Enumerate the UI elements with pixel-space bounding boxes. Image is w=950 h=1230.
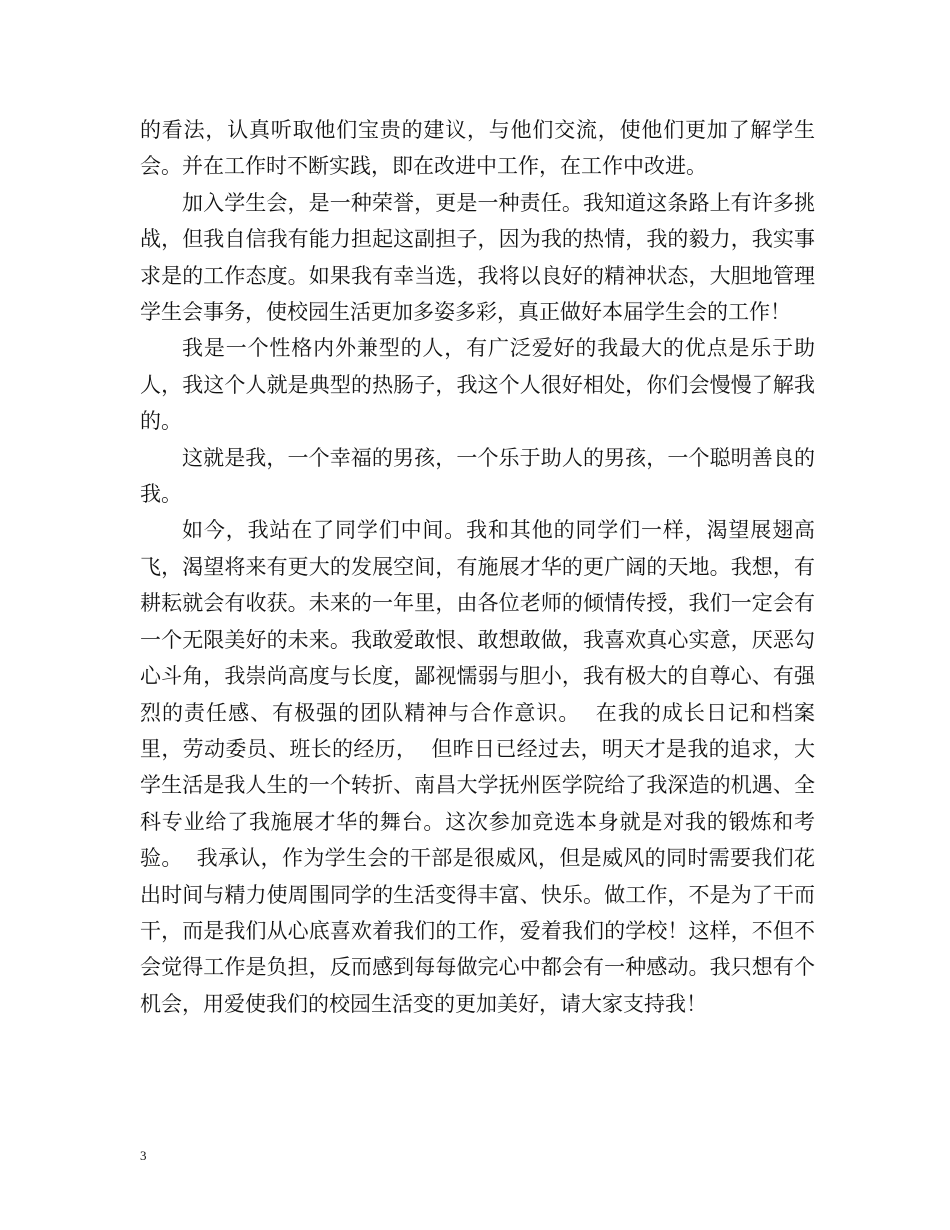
paragraph-personality: 我是一个性格内外兼型的人，有广泛爱好的我最大的优点是乐于助人，我这个人就是典型的热肠子，我这个人很好相处，你们会慢慢了解我的。 bbox=[140, 336, 815, 434]
paragraph-continuation: 的看法，认真听取他们宝贵的建议，与他们交流，使他们更加了解学生会。并在工作时不断实践，即在改进中工作，在工作中改进。 bbox=[140, 118, 815, 179]
page-number: 3 bbox=[140, 1148, 147, 1163]
paragraph-this-is-me: 这就是我，一个幸福的男孩，一个乐于助人的男孩，一个聪明善良的我。 bbox=[140, 445, 815, 507]
paragraph-aspirations: 如今，我站在了同学们中间。我和其他的同学们一样，渴望展翅高飞，渴望将来有更大的发展空间，有施展才华的更广阔的天地。我想，有耕耘就会有收获。未来的一年里，由各位老师的倾情传授，我们一定会有一个无限美好的未来。我敢爱敢恨、敢想敢做，我喜欢真心实意，厌恶勾心斗角，我崇尚高度与长度，鄙视懦弱与胆小，我有极大的自尊心、有强烈的责任感、有极强的团队精神与合作意识。 在我的成长日记和档案里，劳动委员、班长的经历， 但昨日已经过去，明天才是我的追求，大学生活是我人生的一个转折、南昌大学抚州医学院给了我深造的机遇、全科专业给了我施展才华的舞台。这次参加竞选本身就是对我的锻炼和考验。 我承认，作为学生会的干部是很威风，但是威风的同时需要我们花出时间与精力使周围同学的生活变得丰富、快乐。做工作，不是为了干而干，而是我们从心底喜欢着我们的工作，爱着我们的学校！这样，不但不会觉得工作是负担，反而感到每每做完心中都会有一种感动。我只想有个机会，用爱使我们的校园生活变的更加美好，请大家支持我！ bbox=[140, 518, 815, 1016]
paragraph-honor-responsibility: 加入学生会，是一种荣誉，更是一种责任。我知道这条路上有许多挑战，但我自信我有能力担起这副担子，因为我的热情，我的毅力，我实事求是的工作态度。如果我有幸当选，我将以良好的精神状态，大胆地管理学生会事务，使校园生活更加多姿多彩，真正做好本届学生会的工作！ bbox=[140, 190, 815, 325]
document-body bbox=[140, 112, 815, 1022]
